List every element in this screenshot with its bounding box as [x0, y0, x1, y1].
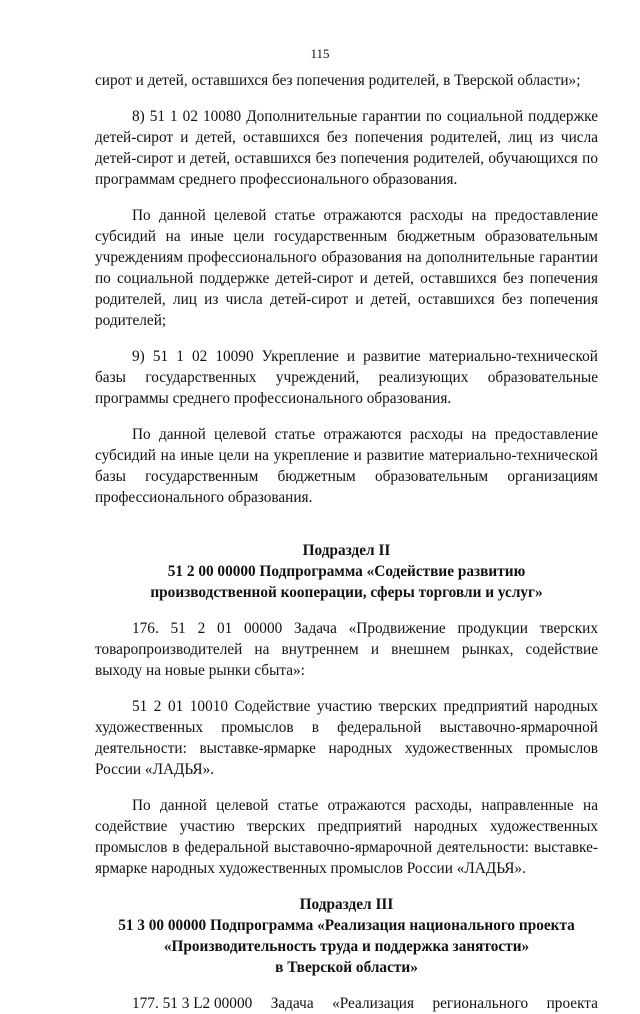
subsection-2-line1: 51 2 00 00000 Подпрограмма «Содействие развитию [167, 563, 526, 580]
task-177-word-2: «Реализация [332, 995, 415, 1012]
paragraph-article-10010-description: По данной целевой статье отражаются расходы, направленные на содействие участию тверских предприятий народных художественных промыслов в федеральной выставочно-ярмарочной деятельности: выставке-ярмарке народных художественных промыслов России «ЛАДЬЯ». [95, 797, 598, 877]
paragraph-item-8: 8) 51 1 02 10080 Дополнительные гарантии по социальной поддержке детей-сирот и детей, оставшихся без попечения родителей, лиц из числа детей-сирот и детей, оставшихся без попечения родителей, обучающихся по программам среднего профессионального образования. [95, 108, 598, 188]
task-177-line [132, 993, 598, 1014]
paragraph-item-8-description: По данной целевой статье отражаются расходы на предоставление субсидий на иные цели государственным бюджетным образовательным учреждениям профессионального образования на дополнительные гарантии по социальной поддержке детей-сирот и детей, оставшихся без попечения родителей, лиц из числа детей-сирот и детей, оставшихся без попечения родителей; [95, 207, 598, 329]
paragraph-item-9: 9) 51 1 02 10090 Укрепление и развитие материально-технической базы государственных учреждений, реализующих образовательные программы среднего профессионального образования. [95, 348, 598, 407]
task-177-word-1: Задача [270, 995, 314, 1012]
subsection-3-title: Подраздел III [299, 896, 394, 913]
subsection-3-line2: «Производительность труда и поддержка занятости» [163, 938, 530, 955]
task-177-code: 177. 51 3 L2 00000 [132, 995, 253, 1012]
paragraph-continuation: сирот и детей, оставшихся без попечения родителей, в Тверской области»; [95, 72, 581, 89]
paragraph-article-10010: 51 2 01 10010 Содействие участию тверских предприятий народных художественных промыслов в федеральной выставочно-ярмарочной деятельности: выставке-ярмарке народных художественных промыслов России «ЛАДЬЯ». [95, 698, 598, 778]
subsection-2-heading [95, 540, 598, 603]
page-content [95, 70, 598, 1014]
subsection-3-heading [95, 894, 598, 978]
subsection-2-line2: производственной кооперации, сферы торговли и услуг» [150, 584, 543, 601]
subsection-3-line1: 51 3 00 00000 Подпрограмма «Реализация национального проекта [118, 917, 575, 934]
task-177-word-4: проекта [546, 995, 598, 1012]
paragraph-item-9-description: По данной целевой статье отражаются расходы на предоставление субсидий на иные цели на укрепление и развитие материально-технической базы государственным бюджетным образовательным организациям профессионального образования. [95, 426, 598, 506]
page-number: 115 [310, 46, 330, 61]
subsection-3-line3: в Тверской области» [275, 959, 418, 976]
subsection-2-title: Подраздел II [302, 542, 391, 559]
paragraph-task-176: 176. 51 2 01 00000 Задача «Продвижение продукции тверских товаропроизводителей на внутреннем и внешнем рынках, содействие выходу на новые рынки сбыта»: [95, 620, 598, 679]
task-177-word-3: регионального [432, 995, 529, 1012]
